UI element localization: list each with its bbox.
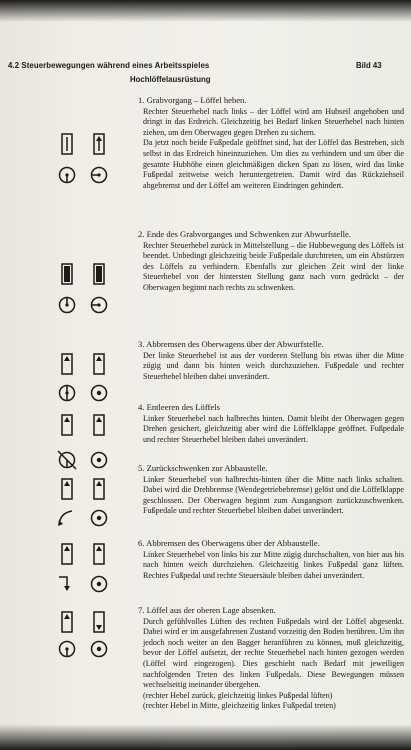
pedal-symbol — [93, 414, 105, 436]
lever-center-symbol — [90, 509, 108, 527]
step-2 — [138, 229, 404, 294]
step-title: 3. Abbremsen des Oberwagens über der Abwurfstelle. — [138, 339, 324, 349]
step-4 — [138, 402, 404, 445]
step-title: 5. Zurückschwenken zur Abbaustelle. — [138, 463, 268, 473]
pedal-symbol — [93, 353, 105, 375]
pedal-symbol — [93, 611, 105, 633]
step-paragraph: Der linke Steuerhebel ist aus der vorderen Stellung bis etwas über die Mitte zügig und dann bis hinten weich durchzuziehen. Fußpedale und rechter Steuerhebel bleiben dabei unverändert. — [143, 350, 404, 381]
subtitle: Hochlöffelausrüstung — [130, 75, 211, 84]
step-6 — [138, 538, 404, 581]
lever-left-symbol — [90, 166, 108, 184]
section-heading: 4.2 Steuerbewegungen während eines Arbeitsspieles — [8, 61, 210, 70]
pedal-symbol — [93, 133, 105, 155]
step-5 — [138, 463, 404, 517]
pedal-down-symbol — [93, 263, 105, 285]
lever-center-symbol — [90, 575, 108, 593]
figure-label: Bild 43 — [356, 61, 382, 70]
top-shadow — [0, 0, 411, 22]
step-paragraph: Da jetzt noch beide Fußpedale geöffnet sind, hat der Löffel das Bestreben, sich selbst in das Erdreich hineinzuziehen. Um dies zu verhindern und um über die gesamte Hubhöhe einen gleichmäßigen dicken Span zu lösen, wird das linke Fußpedal zeitweise weich heruntergetreten. Damit wird das Rückziehseil abgebremst und der Löffel am weiteren Eindringen gehindert. — [143, 138, 404, 190]
pedal-symbol — [61, 353, 73, 375]
step-paragraph: Rechter Steuerhebel zurück in Mittelstellung – die Hubbewegung des Löffels ist beendet. Unbedingt gleichzeitig beide Fußpedale durchtreten, um ein Abstürzen des Löffels zu verhindern. Ebenfalls zur gleichen Zeit wird der linke Steuerhebel von der hintersten Stellung ganz nach vorn gedrückt – der Oberwagen beginnt nach rechts zu schwenken. — [143, 240, 404, 292]
lever-pull-back-symbol — [58, 384, 76, 402]
step-paragraph: Linker Steuerhebel von links bis zur Mitte zügig durchschalten, von hier aus bis nach hinten weich durchziehen. Gleichzeitig linkes Fußpedal ganz lüften. Rechtes Fußpedal und rechte Steuersäule bleiben dabei unverändert. — [143, 549, 404, 580]
pedal-symbol — [61, 611, 73, 633]
lever-center-symbol — [90, 640, 108, 658]
lever-center-symbol — [90, 451, 108, 469]
pedal-down-symbol — [61, 263, 73, 285]
pedal-symbol — [93, 543, 105, 565]
lever-pull-back-symbol — [58, 640, 76, 658]
step-paragraph: (rechter Hebel zurück, gleichzeitig linkes Pußpedal lüften) — [143, 690, 333, 700]
step-7 — [138, 605, 404, 712]
lever-center-symbol — [90, 296, 108, 314]
lever-half-right-back-symbol — [56, 449, 78, 471]
step-1 — [138, 95, 404, 191]
pedal-symbol — [93, 478, 105, 500]
step-paragraph: Rechter Steuerhebel nach links – der Löffel wird am Hubseil angehoben und dringt in das Erdreich. Gleichzeitig bei Bedarf linken Steuerhebel nach hinten ziehen, um den Oberwagen gegen Drehen zu sichern. — [143, 106, 404, 137]
pedal-symbol — [61, 478, 73, 500]
step-title: 2. Ende des Grabvorganges und Schwenken zur Abwurfstelle. — [138, 229, 351, 239]
step-paragraph: Linker Steuerhebel nach halbrechts hinten. Damit bleibt der Oberwagen gegen Drehen gesichert, gleichzeitig aber wird die Löffelklappe geöffnet. Fußpedale und rechter Steuerhebel bleiben dabei unverändert. — [143, 413, 404, 444]
bottom-shadow — [0, 724, 411, 750]
step-paragraph: Linker Steuerhebel von halbrechts-hinten über die Mitte nach links schalten. Dabei wird die Drehbremse (Wendegetriebebremse) gelöst und die Löffelklappe geschlossen. Der Oberwagen beginnt zum Ausgangsort zurückzuschwenken. Fußpedale und rechter Steuerhebel bleiben dabei unverändert. — [143, 474, 404, 516]
pedal-symbol — [61, 133, 73, 155]
lever-swing-symbol — [56, 507, 78, 529]
step-title: 7. Löffel aus der oberen Lage absenken. — [138, 605, 276, 615]
lever-forward-symbol — [58, 296, 76, 314]
step-3 — [138, 339, 404, 382]
step-paragraph: (rechter Hebel in Mitte, gleichzeitig linkes Fußpedal treten) — [143, 701, 336, 711]
lever-left-to-back-symbol — [57, 573, 77, 593]
step-title: 4. Entleeren des Löffels — [138, 402, 220, 412]
step-paragraph: Durch gefühlvolles Lüften des rechten Fußpedals wird der Löffel abgesenkt. Dabei wird er im ausgefahrenen Zustand vorzeitig den Boden berühren. Um ihn jedoch noch weiter an den Bagger heranführen zu können, muß gleichzeitig, bevor der Löffel aufsetzt, der rechte Steuerhebel nach hinten gezogen werden (Löffel wird eingezogen). Dies geschieht nach Bedarf mit jeweiligen nachfolgenden Treten des linken Fußpedals. Diese Bewegungen müssen wechselseitig ineinander übergehen. — [143, 616, 404, 690]
lever-pull-back-symbol — [58, 166, 76, 184]
pedal-symbol — [61, 543, 73, 565]
step-title: 1. Grabvorgang – Löffel heben. — [138, 95, 247, 105]
lever-center-symbol — [90, 384, 108, 402]
step-title: 6. Abbremsen des Oberwagens über der Abbaustelle. — [138, 538, 320, 548]
pedal-symbol — [61, 414, 73, 436]
